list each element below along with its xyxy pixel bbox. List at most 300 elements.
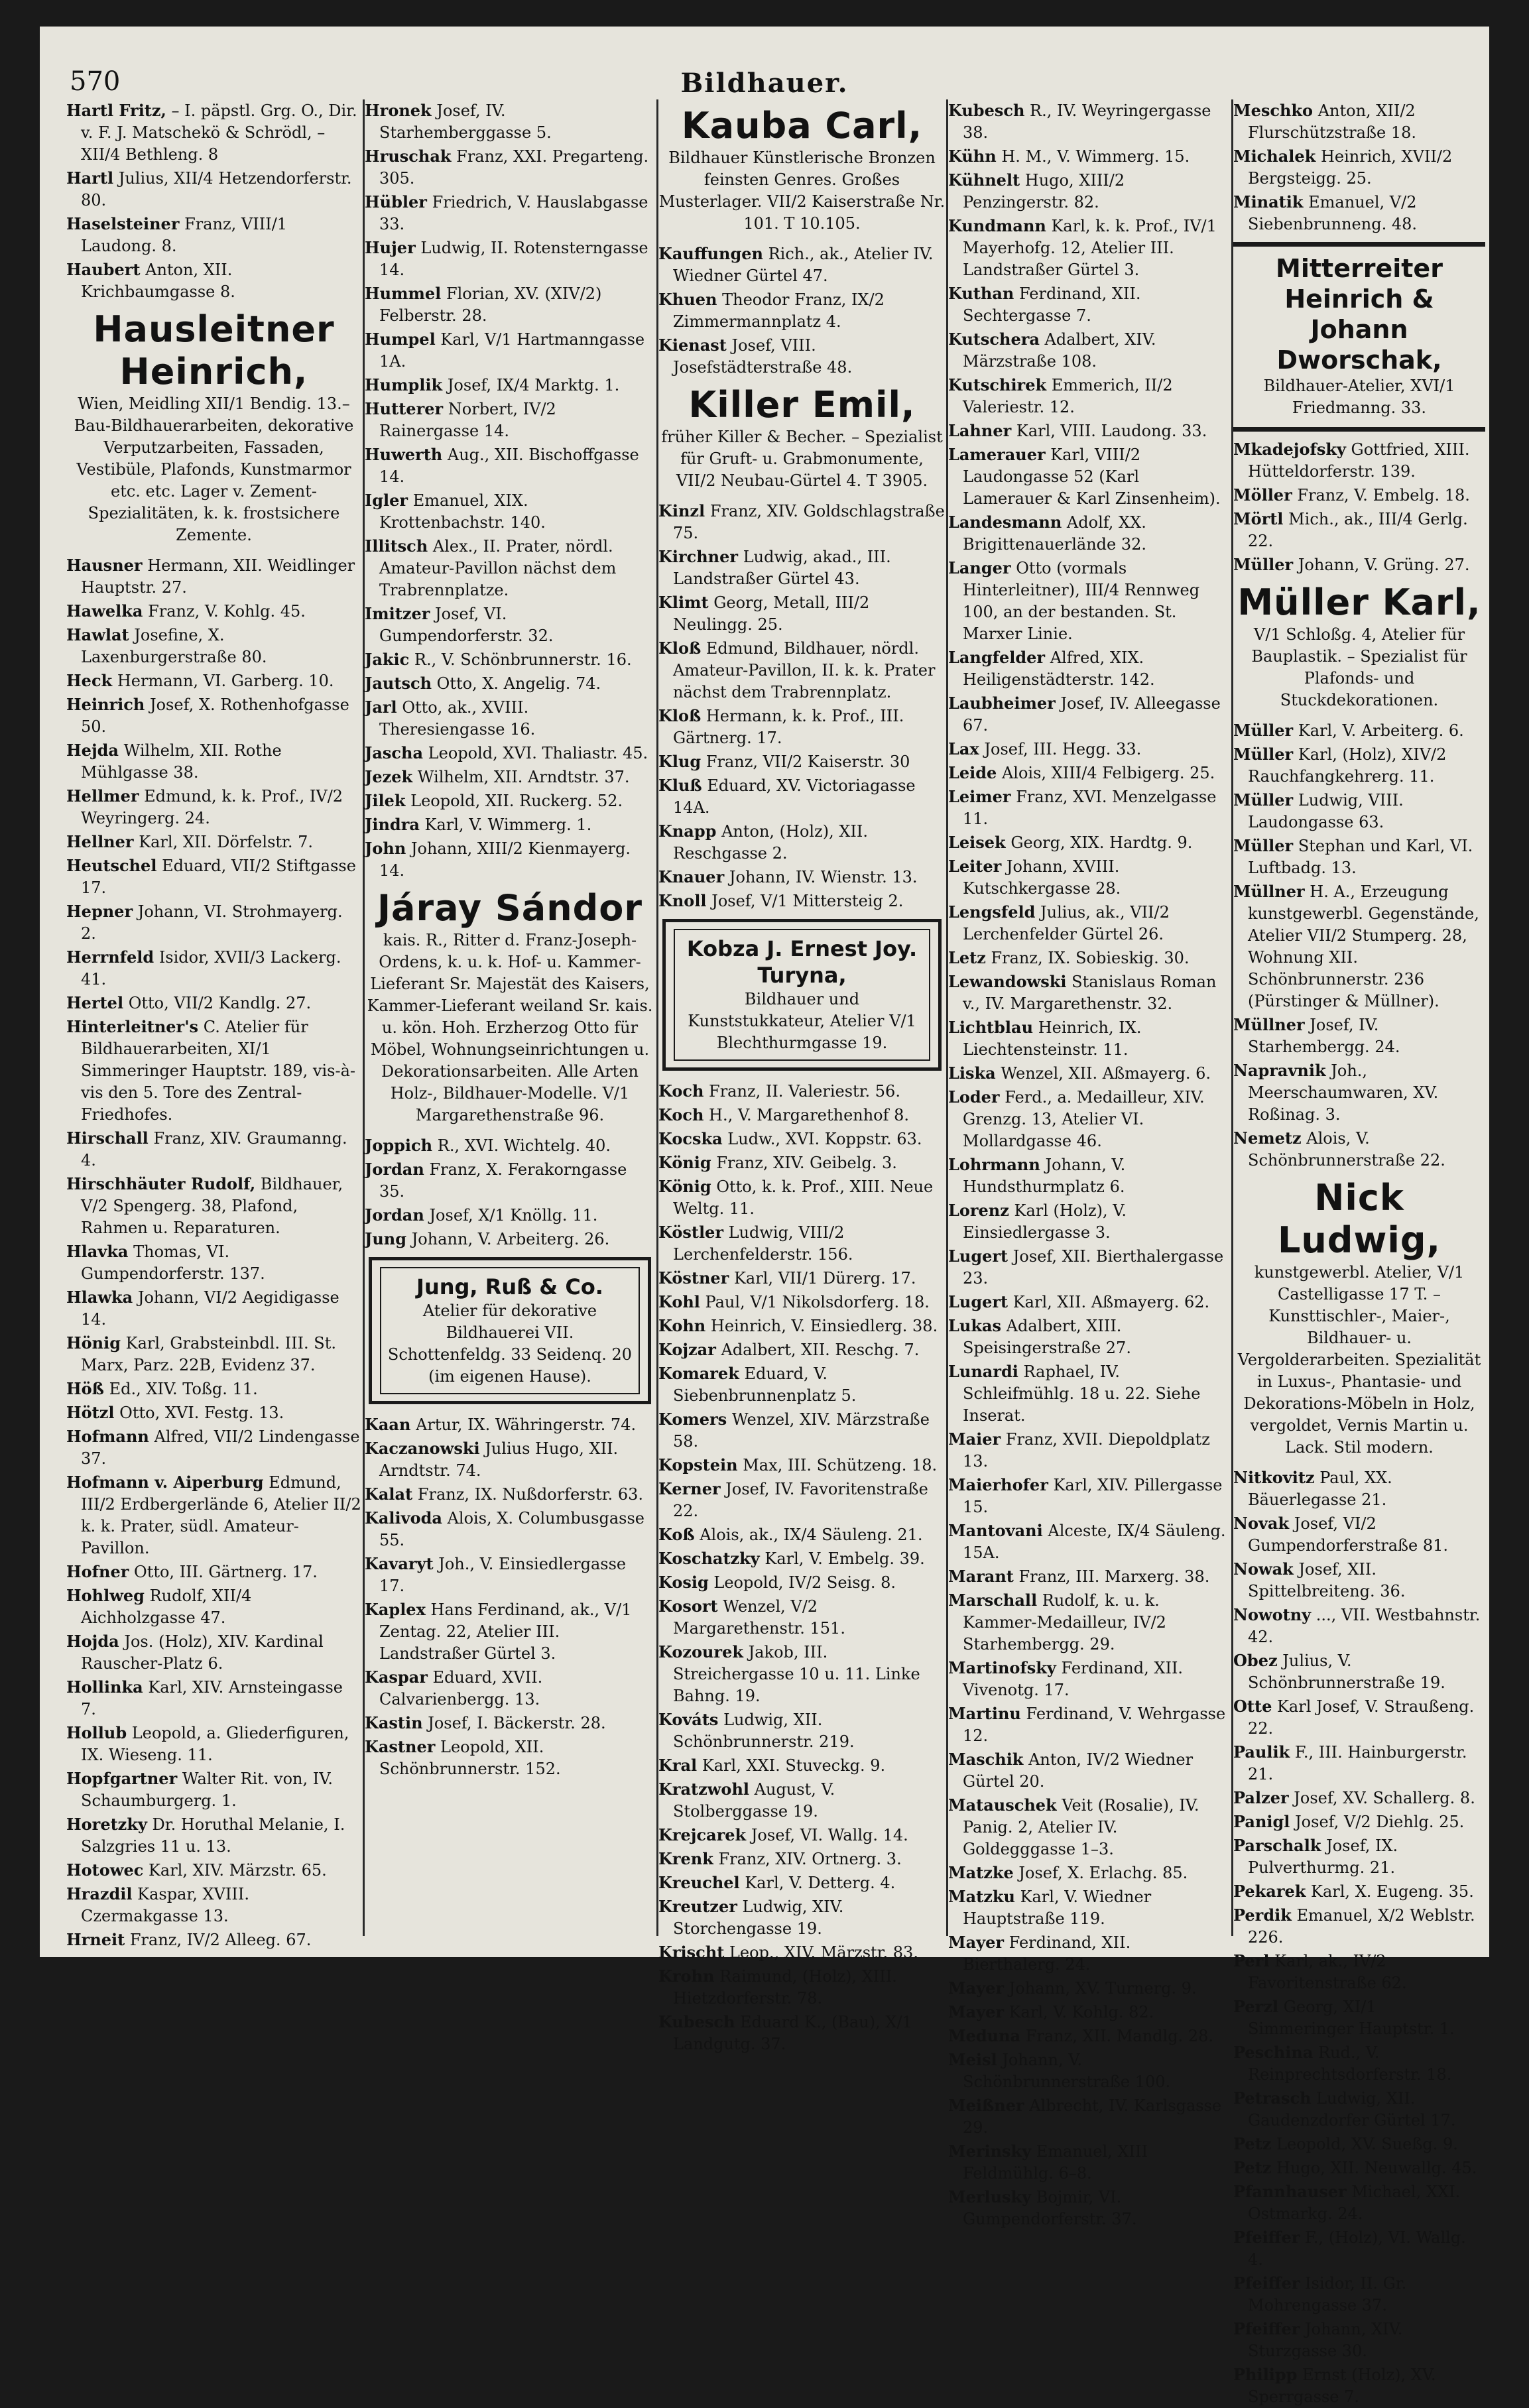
entry-details: Adalbert, XIII. Speisingerstraße 27. xyxy=(963,1317,1131,1357)
entry-details: Karl, VIII. Laudong. 33. xyxy=(1016,422,1207,440)
entry-name: Loder xyxy=(948,1087,1000,1107)
entry-details: ..., VII. Westbahnstr. 42. xyxy=(1248,1606,1481,1646)
directory-entry xyxy=(365,535,655,601)
directory-entry xyxy=(1233,2087,1485,2132)
entry-details: F., III. Hainburgerstr. 21. xyxy=(1248,1743,1467,1783)
directory-entry xyxy=(365,1598,655,1665)
directory-entry xyxy=(948,1886,1230,1930)
entry-details: Rudolf, XII/4 Aichholzgasse 47. xyxy=(81,1587,252,1627)
entry-name: Komarek xyxy=(658,1364,739,1383)
entry-name: Jascha xyxy=(365,743,424,762)
directory-entry xyxy=(948,215,1230,281)
entry-details: Josef, III. Hegg. 33. xyxy=(984,740,1142,758)
directory-entry xyxy=(658,2011,946,2055)
directory-entry xyxy=(365,99,655,144)
directory-entry xyxy=(658,1524,946,1546)
directory-entry xyxy=(948,2140,1230,2185)
entry-name: Köstler xyxy=(658,1223,723,1242)
entry-details: Wenzel, XIV. Märzstraße 58. xyxy=(673,1410,930,1451)
entry-details: Josef, IV. Favoritenstraße 22. xyxy=(673,1480,928,1520)
entry-details: Johann, XIII/2 Kienmayerg. 14. xyxy=(379,839,631,880)
directory-entry xyxy=(1233,1787,1485,1809)
directory-entry xyxy=(365,398,655,442)
entry-name: Kerner xyxy=(658,1479,721,1498)
entry-details: Georg, Metall, III/2 Neulingg. 25. xyxy=(673,593,870,634)
entry-details: Gottfried, XIII. Hütteldorferstr. 139. xyxy=(1248,440,1470,481)
entry-name: Illitsch xyxy=(365,536,428,556)
advertisement-box xyxy=(369,1257,651,1404)
directory-entry xyxy=(948,557,1230,645)
entry-name: Matzke xyxy=(948,1863,1014,1882)
entry-name: Möller xyxy=(1233,485,1292,505)
entry-details: Edmund, Bildhauer, nördl. Amateur-Pavillon, II. k. k. Prater nächst dem Trabrennplatz. xyxy=(673,639,936,701)
entry-details: Franz, IV/2 Alleeg. 67. xyxy=(129,1931,312,1949)
entry-details: Wilhelm, XII. Arndtstr. 37. xyxy=(417,768,630,786)
entry-name: Kohl xyxy=(658,1292,700,1311)
directory-entry xyxy=(948,511,1230,556)
directory-entry xyxy=(948,1862,1230,1884)
advertisement xyxy=(1233,1177,1485,1459)
entry-details: Eduard, XV. Victoriagasse 14A. xyxy=(673,776,916,817)
entry-details: Josef, IV. Starhembergg. 24. xyxy=(1248,1016,1400,1056)
entry-details: Anton, IV/2 Wiedner Gürtel 20. xyxy=(963,1750,1193,1791)
directory-entry xyxy=(1233,554,1485,576)
directory-entry xyxy=(1233,1604,1485,1648)
entry-name: Philipp xyxy=(1233,2365,1298,2384)
entry-name: Petrasch xyxy=(1233,2088,1312,2108)
entry-details: Leop., XIV. Märzstr. 83. xyxy=(729,1943,918,1962)
directory-entry xyxy=(66,1676,361,1720)
entry-name: Kalat xyxy=(365,1484,413,1504)
entry-details: Hermann, XII. Weidlinger Hauptstr. 27. xyxy=(81,556,355,597)
directory-entry xyxy=(948,855,1230,900)
advertisement-title: Kobza J. Ernest Joy. Turyna, xyxy=(686,936,918,988)
directory-entry xyxy=(948,738,1230,760)
entry-name: Pfeiffer xyxy=(1233,2228,1300,2247)
entry-details: Karl (Holz), V. Einsiedlergasse 3. xyxy=(963,1201,1127,1242)
entry-name: Pfeiffer xyxy=(1233,2319,1300,2338)
entry-name: Leisek xyxy=(948,833,1006,852)
entry-name: Kastin xyxy=(365,1713,423,1732)
advertisement-title: Killer Emil, xyxy=(688,384,916,426)
directory-entry xyxy=(658,1339,946,1361)
entry-details: Joh., Meerschaumwaren, XV. Roßinag. 3. xyxy=(1248,1061,1439,1124)
entry-name: Kaspar xyxy=(365,1667,428,1687)
entry-name: Müllner xyxy=(1233,882,1305,901)
entry-name: Kühnelt xyxy=(948,170,1020,190)
directory-column-5 xyxy=(1233,99,1485,2406)
entry-details: Raphael, IV. Schleifmühlg. 18 u. 22. Siehe Inserat. xyxy=(963,1362,1201,1425)
entry-name: Kaan xyxy=(365,1415,411,1434)
entry-name: Kratzwohl xyxy=(658,1779,750,1799)
directory-entry xyxy=(1233,2318,1485,2362)
entry-details: Ferdinand, XII. Sechtergasse 7. xyxy=(963,284,1141,325)
entry-name: Hopfgartner xyxy=(66,1769,178,1788)
entry-details: Ernst (Holz), XV. Sperrgasse 7. xyxy=(1248,2366,1436,2406)
entry-details: Otto, VII/2 Kandlg. 27. xyxy=(128,994,312,1012)
advertisement-title: Jung, Ruß & Co. xyxy=(416,1274,603,1299)
entry-name: Pekarek xyxy=(1233,1882,1306,1901)
directory-entry xyxy=(658,1175,946,1220)
entry-name: Hofner xyxy=(66,1562,129,1581)
entry-name: Horetzky xyxy=(66,1815,147,1834)
directory-entry xyxy=(658,288,946,333)
directory-entry xyxy=(1233,484,1485,507)
directory-entry xyxy=(948,831,1230,854)
entry-name: Lamerauer xyxy=(948,445,1046,464)
entry-details: Albrecht, IV. Karlsgasse 29. xyxy=(963,2096,1222,2137)
entry-details: H., V. Margarethenhof 8. xyxy=(709,1106,910,1124)
entry-details: Jakob, III. Streichergasse 10 u. 11. Linke Bahng. 19. xyxy=(673,1643,920,1705)
entry-name: Landesmann xyxy=(948,512,1062,532)
entry-name: Hirschhäuter Rudolf, xyxy=(66,1174,256,1193)
entry-details: Johann, XIV. Sturzgasse 30. xyxy=(1248,2320,1403,2360)
entry-name: Hutterer xyxy=(365,399,444,418)
entry-details: Emanuel, XIX. Krottenbachstr. 140. xyxy=(379,491,546,532)
entry-details: Franz, XIV. Ortnerg. 3. xyxy=(718,1850,902,1868)
entry-name: Hausner xyxy=(66,556,143,575)
entry-name: Klimt xyxy=(658,593,709,612)
entry-name: Mantovani xyxy=(948,1521,1043,1540)
entry-name: Peschina xyxy=(1233,2043,1314,2062)
entry-details: Ferd., a. Medailleur, XIV. Grenzg. 13, Atelier VI. Mollardgasse 46. xyxy=(963,1088,1205,1150)
directory-entry xyxy=(66,785,361,829)
directory-entry xyxy=(66,1173,361,1239)
entry-name: Hepner xyxy=(66,902,133,921)
entry-name: Palzer xyxy=(1233,1788,1289,1807)
advertisement-title: Müller Karl, xyxy=(1237,581,1481,623)
entry-name: Letz xyxy=(948,948,986,967)
directory-entry xyxy=(948,786,1230,830)
entry-details: Johann, V. Schönbrunnerstraße 100. xyxy=(963,2051,1171,2091)
entry-name: Hronek xyxy=(365,101,432,120)
directory-entry xyxy=(948,2049,1230,2093)
entry-details: Karl, V/1 Hartmanngasse 1A. xyxy=(379,330,645,371)
entry-name: Lengsfeld xyxy=(948,902,1036,922)
entry-name: Kienast xyxy=(658,335,727,355)
advertisement-box-inner xyxy=(380,1267,640,1394)
entry-name: Laubheimer xyxy=(948,693,1056,713)
directory-entry xyxy=(365,766,655,788)
entry-details: Franz, XVI. Menzelgasse 11. xyxy=(963,788,1217,828)
entry-name: Koß xyxy=(658,1525,695,1544)
entry-name: Lax xyxy=(948,739,979,758)
entry-name: Imitzer xyxy=(365,604,430,623)
entry-details: Johann, VI/2 Aegidigasse 14. xyxy=(81,1288,339,1329)
entry-details: F., (Holz), VI. Wallg. 4. xyxy=(1248,2228,1466,2269)
entry-details: Karl, VIII/2 Laudongasse 52 (Karl Lamerauer & Karl Zinsenheim). xyxy=(963,446,1221,508)
directory-column-2 xyxy=(365,99,655,1936)
entry-name: Perl xyxy=(1233,1951,1270,1970)
entry-name: Hrazdil xyxy=(66,1884,133,1903)
directory-entry xyxy=(948,762,1230,784)
directory-entry xyxy=(365,444,655,488)
advertisement-text: kunstgewerbl. Atelier, V/1 Castelligasse 17 T. – Kunsttischler-, Maier-, Bildhauer- u. Vergolderarbeiten. Spezialität in Luxus-, Phantasie- und Dekorations-Möbeln in Holz, vergoldet, Vernis Martin u. Lack. Stil modern. xyxy=(1237,1263,1481,1457)
entry-name: Lewandowski xyxy=(948,972,1067,991)
entry-details: Stanislaus Roman v., IV. Margarethenstr. 32. xyxy=(963,973,1217,1013)
entry-name: Jakic xyxy=(365,650,410,669)
entry-details: Josef, IV. Alleegasse 67. xyxy=(963,694,1221,735)
directory-entry xyxy=(1233,1467,1485,1511)
directory-entry xyxy=(948,1199,1230,1244)
entry-name: Paulik xyxy=(1233,1742,1290,1762)
directory-entry xyxy=(1233,1558,1485,1602)
directory-entry xyxy=(1233,508,1485,552)
entry-name: Hötzl xyxy=(66,1403,115,1422)
directory-entry xyxy=(66,1859,361,1882)
directory-entry xyxy=(365,696,655,741)
directory-entry xyxy=(658,1315,946,1337)
entry-details: Franz, III. Marxerg. 38. xyxy=(1018,1567,1210,1586)
directory-entry xyxy=(948,1360,1230,1427)
entry-details: Josef, X/1 Knöllg. 11. xyxy=(429,1206,598,1225)
directory-entry xyxy=(948,1062,1230,1085)
advertisement xyxy=(1233,253,1485,419)
directory-entry xyxy=(658,1709,946,1753)
entry-details: Ludwig, VIII. Laudongasse 63. xyxy=(1248,791,1404,831)
directory-entry xyxy=(948,1748,1230,1793)
directory-entry xyxy=(66,1378,361,1400)
entry-details: Eduard, V. Siebenbrunnenplatz 5. xyxy=(673,1364,857,1405)
entry-name: Krejcarek xyxy=(658,1825,747,1844)
directory-entry xyxy=(1233,1014,1485,1058)
directory-entry xyxy=(948,646,1230,691)
entry-details: Johann, IV. Wienstr. 13. xyxy=(729,868,918,886)
entry-name: Jarl xyxy=(365,697,397,717)
directory-entry xyxy=(658,1104,946,1126)
entry-details: Walter Rit. von, IV. Schaumburgerg. 1. xyxy=(81,1770,333,1810)
entry-details: Alois, X. Columbusgasse 55. xyxy=(379,1509,644,1549)
entry-name: Jung xyxy=(365,1229,407,1248)
directory-entry xyxy=(658,1571,946,1594)
entry-details: Wilhelm, XII. Rothe Mühlgasse 38. xyxy=(81,741,282,782)
entry-name: Hönig xyxy=(66,1333,121,1353)
entry-name: Müller xyxy=(1233,745,1294,764)
directory-entry xyxy=(658,1478,946,1522)
entry-name: Leimer xyxy=(948,787,1011,806)
entry-details: Paul, XX. Bäuerlegasse 21. xyxy=(1248,1469,1392,1509)
entry-details: Josef, V/1 Mittersteig 2. xyxy=(711,892,904,910)
advertisement-text: kais. R., Ritter d. Franz-Joseph-Ordens, k. u. k. Hof- u. Kammer-Lieferant Sr. Majestät des Kaisers, Kammer-Lieferant weiland Sr. kais. u. kön. Hoh. Erzherzog Otto für Möbel, Wohnungseinrichtungen u. Dekorationsarbeiten. Alle Arten Holz-, Bildhauer-Modelle. V/1 Margarethenstraße 96. xyxy=(367,931,653,1124)
directory-entry xyxy=(1233,835,1485,879)
entry-details: Ludwig, VIII/2 Lerchenfelderstr. 156. xyxy=(673,1223,853,1264)
entry-details: Franz, VII/2 Kaiserstr. 30 xyxy=(705,752,910,771)
directory-entry xyxy=(658,546,946,590)
page-header xyxy=(40,46,1489,106)
directory-entry xyxy=(66,900,361,945)
entry-details: Wenzel, XII. Aßmayerg. 6. xyxy=(1001,1064,1211,1083)
directory-entry xyxy=(658,1408,946,1453)
directory-entry xyxy=(66,693,361,738)
entry-details: Mich., ak., III/4 Gerlg. 22. xyxy=(1248,510,1468,550)
directory-entry xyxy=(658,1080,946,1103)
entry-name: Herrnfeld xyxy=(66,947,154,967)
advertisement-text: Wien, Meidling XII/1 Bendig. 13.– Bau-Bildhauerarbeiten, dekorative Verputzarbeiten, Fassaden, Vestibüle, Plafonds, Kunstmarmor etc. etc. Lager v. Zement-Spezialitäten, k. k. frostsichere Zemente. xyxy=(74,394,354,544)
directory-entry xyxy=(66,1402,361,1424)
entry-details: Josef, IV. Starhemberggasse 5. xyxy=(379,101,552,142)
entry-details: Veit (Rosalie), IV. Panig. 2, Atelier IV. Goldegggasse 1–3. xyxy=(963,1796,1199,1858)
entry-name: Kubesch xyxy=(948,101,1025,120)
entry-details: Edmund, k. k. Prof., IV/2 Weyringerg. 24. xyxy=(81,787,343,827)
advertisement-title: Hausleitner Heinrich, xyxy=(93,308,335,392)
directory-entry xyxy=(365,1666,655,1711)
entry-details: Johann, VI. Strohmayerg. 2. xyxy=(81,902,343,943)
entry-details: Josef, V/2 Diehlg. 25. xyxy=(1295,1813,1465,1831)
entry-details: C. Atelier für Bildhauerarbeiten, XI/1 Simmeringer Hauptstr. 189, vis-à-vis den 5. Tore des Zentral-Friedhofes. xyxy=(81,1018,356,1124)
directory-entry xyxy=(66,1425,361,1470)
entry-details: Hermann, k. k. Prof., III. Gärtnerg. 17. xyxy=(673,707,904,747)
entry-details: Friedrich, V. Hauslabgasse 33. xyxy=(379,193,648,233)
entry-details: Norbert, IV/2 Rainergasse 14. xyxy=(379,400,556,440)
entry-details: Alois, ak., IX/4 Säuleng. 21. xyxy=(700,1526,923,1544)
directory-entry xyxy=(1233,1650,1485,1694)
entry-details: Johann, XV. Turnerg. 9. xyxy=(1009,1979,1197,1998)
advertisement-text: Atelier für dekorative Bildhauerei VII. Schottenfeldg. 33 Seidenq. 20 (im eigenen Hause). xyxy=(387,1301,633,1386)
entry-name: Leide xyxy=(948,763,997,782)
directory-entry xyxy=(1233,2364,1485,2408)
entry-details: Karl, V. Kohlg. 82. xyxy=(1009,2003,1154,2021)
directory-entry xyxy=(658,637,946,703)
entry-details: Isidor, XVII/3 Lackerg. 41. xyxy=(81,948,341,989)
advertisement-box-inner xyxy=(674,929,930,1061)
entry-details: Isidor, II. Gr. Mohrengasse 37. xyxy=(1248,2274,1407,2315)
entry-details: Leopold, IV/2 Seisg. 8. xyxy=(713,1573,896,1592)
directory-entry xyxy=(658,500,946,544)
directory-entry xyxy=(658,1547,946,1570)
entry-details: R., XVI. Wichtelg. 40. xyxy=(437,1136,611,1155)
directory-entry xyxy=(365,648,655,671)
directory-entry xyxy=(948,1016,1230,1061)
directory-entry xyxy=(1233,743,1485,788)
directory-entry xyxy=(365,1228,655,1250)
directory-entry xyxy=(365,1736,655,1780)
entry-name: Hartl xyxy=(66,168,114,188)
entry-name: Krohn xyxy=(658,1966,715,1986)
directory-entry xyxy=(365,672,655,695)
directory-entry xyxy=(66,739,361,784)
page-number: 570 xyxy=(70,66,121,97)
entry-details: Ferdinand, XII. Bierthalerg. 24. xyxy=(963,1933,1131,1974)
entry-details: Franz, XIV. Goldschlagstraße 75. xyxy=(673,502,945,542)
directory-entry xyxy=(658,1641,946,1707)
entry-details: Franz, VIII/1 Laudong. 8. xyxy=(81,215,288,255)
directory-entry xyxy=(66,213,361,257)
entry-details: Josef, IX/4 Marktg. 1. xyxy=(447,376,620,394)
directory-entry xyxy=(365,742,655,764)
entry-details: – I. päpstl. Grg. O., Dir. v. F. J. Matschekö & Schrödl, – XII/4 Bethleng. 8 xyxy=(81,101,357,164)
directory-entry xyxy=(948,1794,1230,1860)
entry-details: Ludwig, akad., III. Landstraßer Gürtel 43. xyxy=(673,548,891,588)
directory-entry xyxy=(948,2186,1230,2230)
entry-name: Petz xyxy=(1233,2158,1272,2177)
entry-name: König xyxy=(658,1153,711,1172)
entry-details: Joh., V. Einsiedlergasse 17. xyxy=(379,1555,627,1595)
entry-name: Hofmann v. Aiperburg xyxy=(66,1473,264,1492)
entry-details: Karl, k. k. Prof., IV/1 Mayerhofg. 12, Atelier III. Landstraßer Gürtel 3. xyxy=(963,217,1217,279)
entry-name: Meschko xyxy=(1233,101,1314,120)
advertisement xyxy=(658,384,946,492)
advertisement-title: Nick Ludwig, xyxy=(1277,1177,1441,1261)
directory-entry xyxy=(948,444,1230,510)
entry-details: Hans Ferdinand, ak., V/1 Zentag. 22, Atelier III. Landstraßer Gürtel 3. xyxy=(379,1600,632,1663)
entry-details: Josef, VI. Wallg. 14. xyxy=(751,1826,908,1844)
entry-details: Wenzel, V/2 Margarethenstr. 151. xyxy=(673,1597,845,1638)
entry-name: Lukas xyxy=(948,1316,1002,1335)
directory-entry xyxy=(66,1722,361,1766)
advertisement-title: Mitterreiter Heinrich & Johann Dworschak, xyxy=(1276,254,1443,375)
directory-entry xyxy=(1233,1741,1485,1785)
directory-entry xyxy=(948,1565,1230,1588)
entry-name: Huwerth xyxy=(365,445,443,464)
directory-entry xyxy=(658,866,946,888)
entry-name: Hellner xyxy=(66,832,134,851)
entry-name: Jordan xyxy=(365,1160,424,1179)
directory-entry xyxy=(1233,1835,1485,1879)
directory-entry xyxy=(66,99,361,166)
entry-name: Kopstein xyxy=(658,1455,738,1475)
entry-name: Nemetz xyxy=(1233,1128,1302,1148)
directory-entry xyxy=(658,1362,946,1407)
entry-name: Kosig xyxy=(658,1573,709,1592)
directory-entry xyxy=(1233,2272,1485,2317)
directory-entry xyxy=(66,855,361,899)
directory-entry xyxy=(658,591,946,636)
entry-name: Lorenz xyxy=(948,1201,1009,1220)
advertisement xyxy=(1233,581,1485,711)
entry-name: Pfannhauser xyxy=(1233,2182,1347,2201)
entry-name: Perdik xyxy=(1233,1905,1292,1925)
advertisement xyxy=(66,308,361,546)
entry-details: Karl, XII. Dörfelstr. 7. xyxy=(139,833,314,851)
advertisement xyxy=(365,887,655,1126)
directory-entry xyxy=(1233,789,1485,833)
entry-details: Johann, V. Arbeiterg. 26. xyxy=(411,1230,610,1248)
directory-entry xyxy=(948,1428,1230,1473)
entry-name: König xyxy=(658,1177,711,1196)
directory-entry xyxy=(948,99,1230,144)
directory-entry xyxy=(948,328,1230,373)
entry-details: Karl, X. Eugeng. 35. xyxy=(1311,1882,1474,1901)
entry-name: Nowak xyxy=(1233,1559,1294,1579)
directory-entry xyxy=(658,1941,946,1964)
directory-entry xyxy=(66,1585,361,1629)
entry-name: Maierhofer xyxy=(948,1475,1048,1494)
directory-entry xyxy=(948,1315,1230,1359)
entry-name: Hawlat xyxy=(66,625,129,644)
entry-details: Karl, XIV. Arnsteingasse 7. xyxy=(81,1678,343,1718)
directory-entry xyxy=(365,374,655,396)
directory-entry xyxy=(1233,1059,1485,1126)
entry-name: Mayer xyxy=(948,2002,1004,2021)
directory-column-4 xyxy=(948,99,1230,2228)
directory-entry xyxy=(365,145,655,190)
entry-name: Kreutzer xyxy=(658,1897,737,1916)
entry-details: Emmerich, II/2 Valeriestr. 12. xyxy=(963,376,1173,416)
advertisement xyxy=(658,105,946,235)
entry-details: Josef, VI. Gumpendorferstr. 32. xyxy=(379,605,554,645)
directory-entry xyxy=(948,1245,1230,1290)
entry-details: Artur, IX. Währingerstr. 74. xyxy=(416,1415,637,1434)
entry-details: Jos. (Holz), XIV. Kardinal Rauscher-Platz 6. xyxy=(81,1632,324,1673)
directory-entry xyxy=(365,237,655,281)
entry-details: Karl, V. Detterg. 4. xyxy=(745,1874,896,1892)
entry-details: Heinrich, IX. Liechtensteinstr. 11. xyxy=(963,1018,1142,1059)
entry-name: Hummel xyxy=(365,284,442,303)
entry-name: Hotowec xyxy=(66,1860,144,1880)
entry-details: Josef, I. Bäckerstr. 28. xyxy=(428,1714,606,1732)
entry-details: Franz, X. Ferakorngasse 35. xyxy=(379,1160,627,1201)
directory-entry xyxy=(948,947,1230,969)
